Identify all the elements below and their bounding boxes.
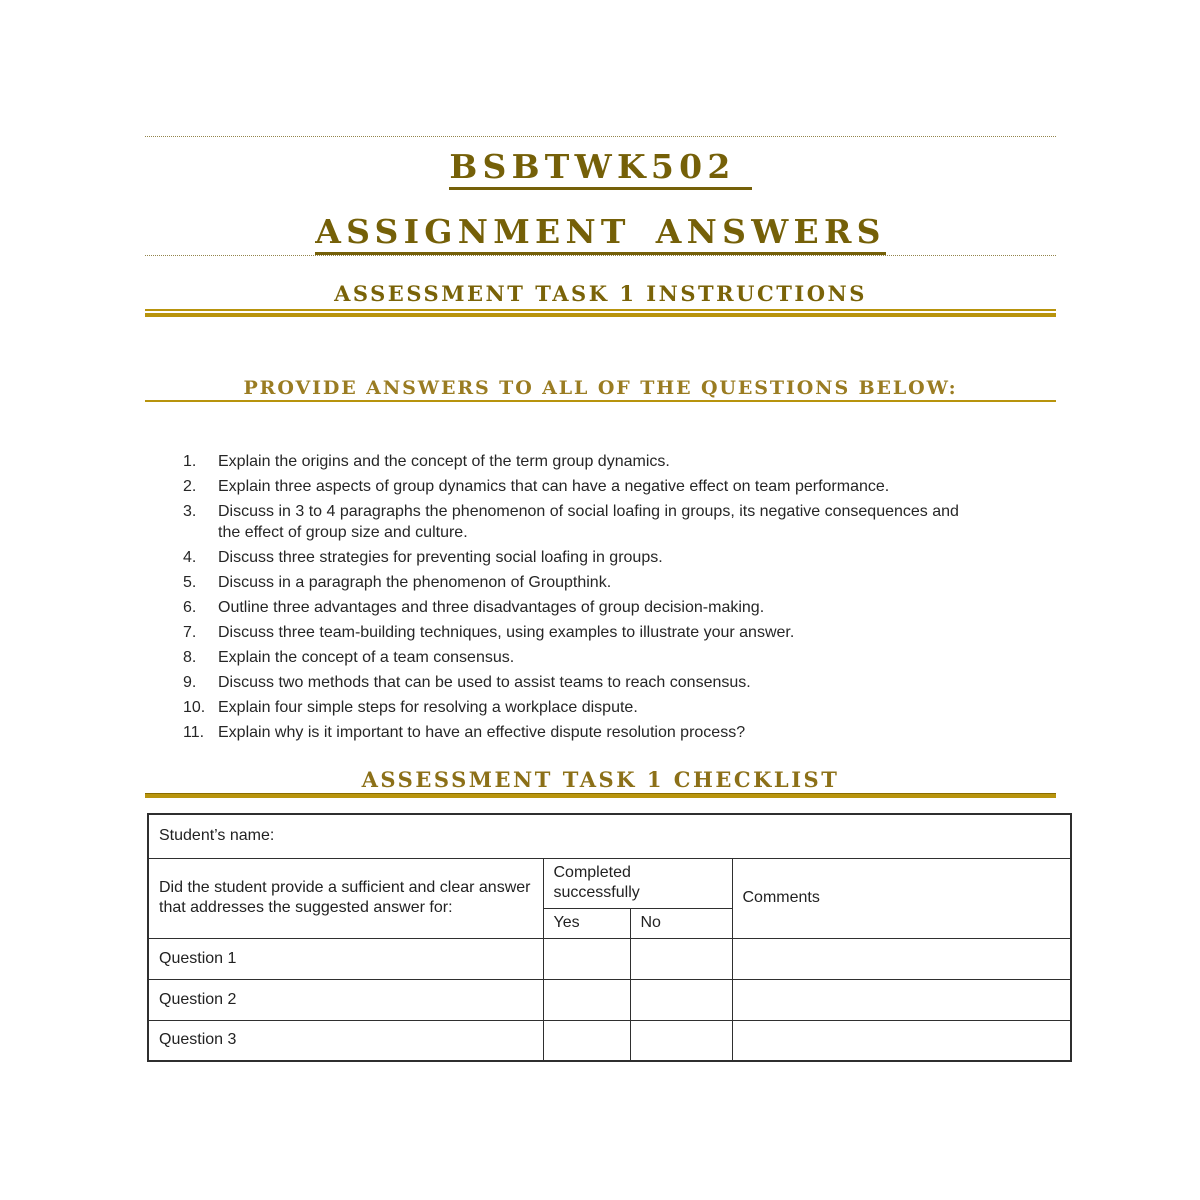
question-item-3 — [183, 501, 1056, 543]
question-number: 9. — [183, 674, 197, 691]
document-title-line1-text: BSBTWK502 — [449, 149, 751, 190]
question-number: 8. — [183, 649, 197, 666]
question-number: 1. — [183, 453, 197, 470]
question-label-cell: Question 3 — [148, 1020, 543, 1061]
yes-answer-cell — [543, 979, 630, 1020]
question-text: Explain why is it important to have an effective dispute resolution process? — [218, 724, 746, 741]
criteria-header-cell: Did the student provide a sufficient and clear answer that addresses the suggested answer for: — [148, 858, 543, 938]
question-text: Explain three aspects of group dynamics that can have a negative effect on team performance. — [218, 478, 890, 495]
document-title-line2 — [145, 214, 1056, 255]
question-item-11 — [183, 722, 1056, 743]
table-row-question-2 — [148, 979, 1071, 1020]
student-name-row — [148, 814, 1071, 858]
table-row-question-1 — [148, 938, 1071, 979]
question-item-5 — [183, 572, 1056, 593]
no-answer-cell — [630, 1020, 732, 1061]
instructions-heading-rule-band — [145, 313, 1056, 317]
no-answer-cell — [630, 938, 732, 979]
checklist-table — [147, 813, 1072, 1062]
yes-header-cell: Yes — [543, 908, 630, 938]
question-item-6 — [183, 597, 1056, 618]
question-number: 11. — [183, 724, 205, 741]
document-title-line2-text: ASSIGNMENT ANSWERS — [315, 214, 886, 255]
comments-answer-cell — [732, 938, 1071, 979]
no-answer-cell — [630, 979, 732, 1020]
checklist-header-row — [148, 858, 1071, 908]
top-dotted-divider — [145, 136, 1056, 137]
provide-answers-rule — [145, 400, 1056, 402]
comments-answer-cell — [732, 1020, 1071, 1061]
question-number: 4. — [183, 549, 197, 566]
yes-answer-cell — [543, 1020, 630, 1061]
comments-answer-cell — [732, 979, 1071, 1020]
document-title-line1 — [145, 149, 1056, 190]
question-text: Explain the origins and the concept of the term group dynamics. — [218, 453, 670, 470]
question-text: Discuss three team-building techniques, using examples to illustrate your answer. — [218, 624, 795, 641]
document-content — [145, 0, 1056, 1062]
question-item-10 — [183, 697, 1056, 718]
question-number: 10. — [183, 699, 206, 716]
question-label-cell: Question 1 — [148, 938, 543, 979]
question-item-4 — [183, 547, 1056, 568]
comments-header-cell: Comments — [732, 858, 1071, 938]
question-number: 2. — [183, 478, 197, 495]
checklist-heading-rule — [145, 793, 1056, 798]
instructions-heading-rule — [145, 309, 1056, 317]
question-text: Explain four simple steps for resolving a workplace dispute. — [218, 699, 638, 716]
mid-dotted-divider — [145, 255, 1056, 256]
question-number: 6. — [183, 599, 197, 616]
completed-header-cell: Completed successfully — [543, 858, 732, 908]
question-number: 3. — [183, 503, 197, 520]
question-text: Explain the concept of a team consensus. — [218, 649, 515, 666]
provide-answers-heading: PROVIDE ANSWERS TO ALL OF THE QUESTIONS BELOW: — [243, 377, 958, 399]
question-number: 7. — [183, 624, 197, 641]
instructions-heading: ASSESSMENT TASK 1 INSTRUCTIONS — [334, 281, 867, 306]
question-label-cell: Question 2 — [148, 979, 543, 1020]
question-item-9 — [183, 672, 1056, 693]
question-text: Discuss in a paragraph the phenomenon of Groupthink. — [218, 574, 612, 591]
table-row-question-3 — [148, 1020, 1071, 1061]
no-header-cell: No — [630, 908, 732, 938]
yes-answer-cell — [543, 938, 630, 979]
student-name-cell: Student’s name: — [148, 814, 1071, 858]
question-text: Outline three advantages and three disadvantages of group decision-making. — [218, 599, 765, 616]
question-item-2 — [183, 476, 1056, 497]
question-text: Discuss three strategies for preventing social loafing in groups. — [218, 549, 663, 566]
checklist-heading-rule-band — [145, 794, 1056, 798]
checklist-heading: ASSESSMENT TASK 1 CHECKLIST — [361, 767, 840, 792]
question-text: Discuss in 3 to 4 paragraphs the phenomenon of social loafing in groups, its negative consequences and the effect of group size and culture. — [218, 503, 959, 541]
question-item-8 — [183, 647, 1056, 668]
question-item-1 — [183, 451, 1056, 472]
question-item-7 — [183, 622, 1056, 643]
question-number: 5. — [183, 574, 197, 591]
question-text: Discuss two methods that can be used to assist teams to reach consensus. — [218, 674, 751, 691]
question-list — [145, 451, 1056, 743]
